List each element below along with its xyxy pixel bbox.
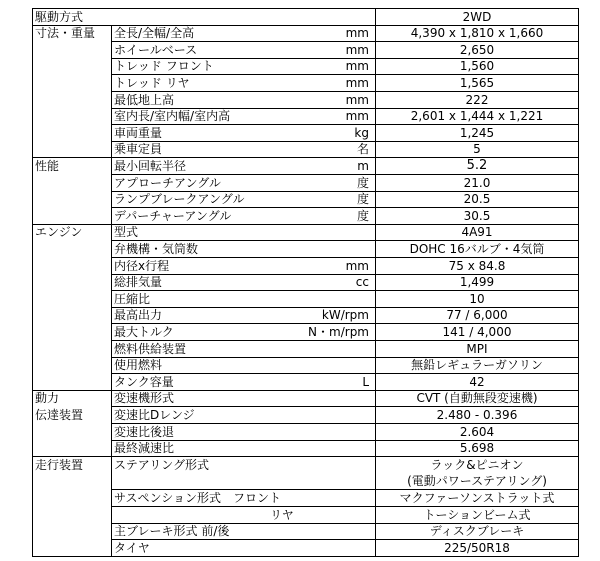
unit-label: kW/rpm [321,308,369,323]
item-label: トレッド フロント [114,59,214,74]
category-label: 駆動方式 [35,9,84,24]
spec-value: CVT (自動無段変速機) [416,391,538,406]
category-label: 伝達装置 [35,407,84,422]
spec-value: 2.480 - 0.396 [436,407,518,422]
spec-value: 77 / 6,000 [446,308,508,323]
item-label: 最高出力 [114,308,163,323]
spec-value: 225/50R18 [444,540,510,555]
spec-value: DOHC 16バルブ・4気筒 [409,241,545,256]
unit-label: mm [345,59,369,74]
spec-value: 5.698 [459,441,495,456]
unit-label: 度 [356,208,369,223]
spec-value: 5.2 [466,157,488,173]
category-label: 寸法・重量 [35,26,96,41]
unit-label: 度 [356,192,369,207]
item-label: 全長/全幅/全高 [114,26,195,41]
spec-value: 無鉛レギュラーガソリン [411,358,543,373]
unit-label: cc [355,275,369,290]
item-label: 車両重量 [114,125,163,140]
spec-value: 21.0 [463,175,491,190]
spec-value: トーションビーム式 [423,507,531,522]
spec-value: 5 [473,142,481,157]
spec-value: 1,245 [459,125,495,140]
item-label: 主ブレーキ形式 前/後 [114,524,230,539]
unit-label: mm [345,75,369,90]
item-label: タンク容量 [114,374,174,389]
unit-label: kg [354,125,369,140]
item-label: 最終減速比 [114,441,175,456]
unit-label: N・m/rpm [308,324,369,339]
item-label: リヤ [114,507,294,522]
unit-label: mm [345,258,369,273]
spec-value: マクファーソンストラット式 [399,490,555,505]
item-label: 最大トルク [114,324,174,339]
unit-label: mm [345,42,369,57]
category-label: エンジン [35,225,83,240]
spec-value: (電動パワーステアリング) [407,474,547,489]
category-label: 走行装置 [35,457,84,472]
unit-label: mm [345,92,369,107]
item-label: 総排気量 [114,275,163,290]
spec-value: 42 [469,374,485,389]
spec-value: MPI [466,341,488,356]
item-label: 圧縮比 [114,291,151,306]
spec-value: 4A91 [461,225,493,240]
spec-value: 10 [469,291,485,306]
item-label: アプローチアングル [114,175,221,190]
item-label: ホイールベース [114,42,198,57]
spec-value: 20.5 [463,192,491,207]
spec-value: 222 [465,92,489,107]
spec-value: ラック&ピニオン [430,457,524,472]
unit-label: 名 [356,142,369,157]
spec-value: 2,650 [459,42,495,57]
item-label: 室内長/室内幅/室内高 [114,109,231,124]
spec-value: 2.604 [459,424,495,439]
item-label: ステアリング形式 [114,457,210,472]
column-rule [32,8,33,557]
item-label: 使用燃料 [114,358,163,373]
spec-value: 1,565 [459,75,495,90]
item-label: 燃料供給装置 [114,341,187,356]
unit-label: mm [345,109,369,124]
item-label: サスペンション形式 フロント [114,490,281,505]
unit-label: 度 [356,175,369,190]
item-label: 弁機構・気筒数 [114,241,199,256]
spec-value: 4,390 x 1,810 x 1,660 [410,26,544,41]
item-label: 型式 [114,225,139,240]
spec-value: 75 x 84.8 [448,258,506,273]
unit-label: mm [345,26,369,41]
item-label: 変速比Dレンジ [114,407,195,422]
spec-value: 141 / 4,000 [442,324,512,339]
item-label: デパーチャーアングル [114,208,232,223]
spec-value: 30.5 [463,208,491,223]
item-label: 乗車定員 [114,142,163,157]
item-label: 変速比後退 [114,424,175,439]
unit-label: m [357,158,369,173]
unit-label: L [362,374,369,389]
item-label: 最小回転半径 [114,158,187,173]
item-label: タイヤ [114,540,150,555]
spec-value: ディスクブレーキ [429,524,525,539]
item-label: 変速機形式 [114,391,175,406]
category-label: 性能 [35,158,60,173]
spec-value: 2WD [462,9,492,24]
category-label: 動力 [35,391,60,406]
spec-value: 1,560 [459,59,495,74]
item-label: 内径x行程 [114,258,170,273]
spec-value: 2,601 x 1,444 x 1,221 [410,109,544,124]
spec-value: 1,499 [459,275,495,290]
item-label: 最低地上高 [114,92,175,107]
item-label: トレッド リヤ [114,75,190,90]
item-label: ランプブレークアングル [114,192,245,207]
